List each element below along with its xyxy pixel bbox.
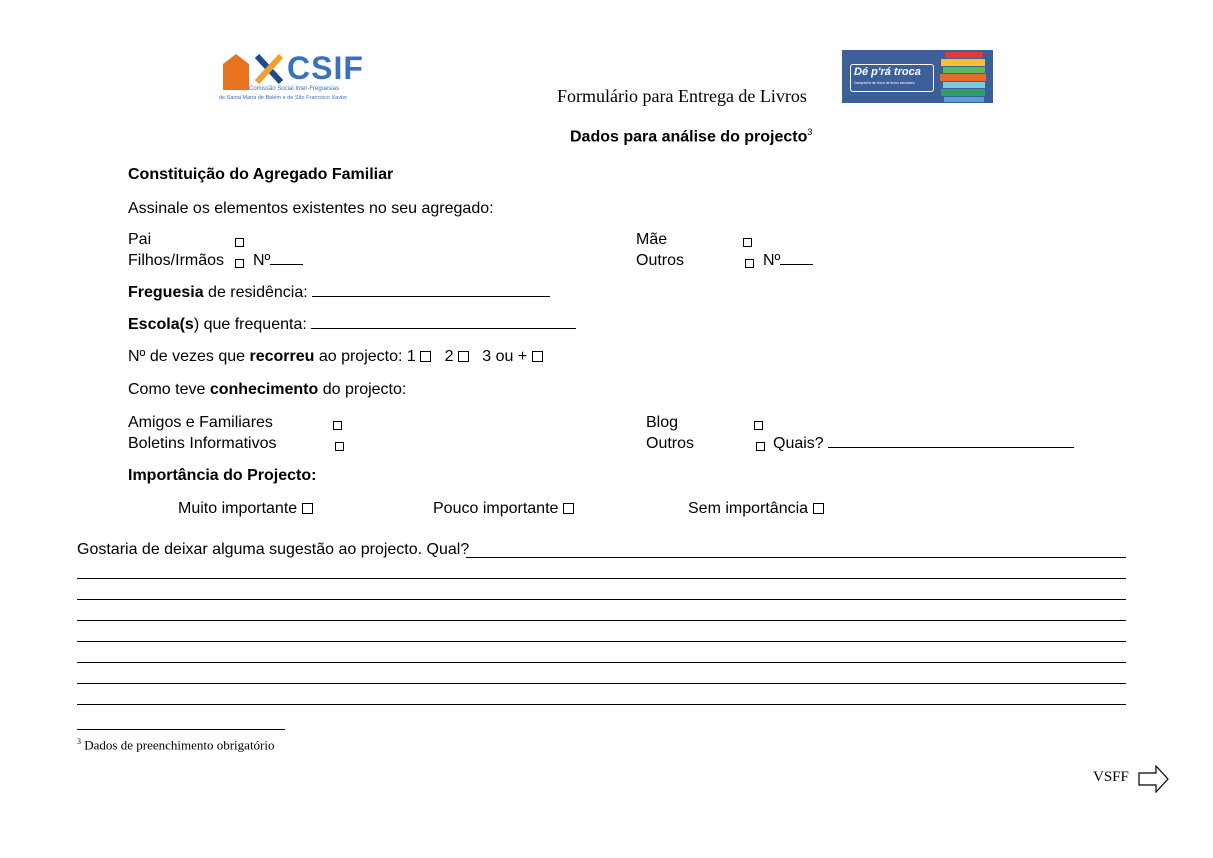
pouco-checkbox[interactable] bbox=[563, 503, 574, 514]
conhecimento-suffix: do projecto: bbox=[318, 381, 407, 398]
conhecimento-row bbox=[128, 381, 406, 399]
outros-numero-field[interactable] bbox=[780, 264, 813, 265]
freguesia-label-rest: de residência: bbox=[203, 284, 313, 301]
recorreu-opt2-checkbox[interactable] bbox=[458, 351, 469, 362]
escola-row bbox=[128, 316, 576, 334]
muito-checkbox[interactable] bbox=[302, 503, 313, 514]
footnote-number: 3 bbox=[77, 737, 81, 746]
pouco-label: Pouco importante bbox=[433, 500, 559, 517]
escola-field[interactable] bbox=[311, 328, 576, 329]
depratroca-logo-subtitle: Campanha de troca de livros escolares bbox=[854, 81, 915, 85]
blog-checkbox[interactable] bbox=[754, 421, 763, 430]
importancia-heading: Importância do Projecto: bbox=[128, 467, 317, 484]
footnote-ref: 3 bbox=[807, 127, 813, 137]
amigos-checkbox[interactable] bbox=[333, 421, 342, 430]
freguesia-row bbox=[128, 284, 550, 302]
importancia-pouco bbox=[433, 500, 574, 518]
sugestao-line[interactable] bbox=[77, 683, 1126, 684]
recorreu-row bbox=[128, 348, 543, 366]
page-title: Formulário para Entrega de Livros bbox=[557, 86, 807, 106]
recorreu-opt1-label: 1 bbox=[406, 348, 416, 365]
sugestao-question: Gostaria de deixar alguma sugestão ao projecto. Qual? bbox=[77, 541, 470, 558]
amigos-label: Amigos e Familiares bbox=[128, 414, 273, 431]
conhecimento-bold: conhecimento bbox=[209, 381, 319, 398]
filhos-numero-label: Nº bbox=[253, 252, 271, 269]
recorreu-bold: recorreu bbox=[249, 348, 315, 365]
csif-logo bbox=[219, 50, 364, 106]
sugestao-line[interactable] bbox=[77, 662, 1126, 663]
vsff-label: VSFF bbox=[1093, 769, 1129, 785]
pai-checkbox[interactable] bbox=[235, 238, 244, 247]
quais-row bbox=[773, 435, 1074, 453]
depratroca-logo bbox=[842, 50, 993, 103]
footnote-text: Dados de preenchimento obrigatório bbox=[84, 737, 275, 753]
agregado-heading: Constituição do Agregado Familiar bbox=[128, 166, 394, 183]
recorreu-opt1-checkbox[interactable] bbox=[420, 351, 431, 362]
footnote bbox=[77, 737, 275, 753]
footnote-divider bbox=[77, 729, 285, 730]
boletins-checkbox[interactable] bbox=[335, 442, 344, 451]
quais-label: Quais? bbox=[773, 435, 824, 452]
agregado-instruction: Assinale os elementos existentes no seu agregado: bbox=[128, 200, 494, 217]
recorreu-opt3-checkbox[interactable] bbox=[532, 351, 543, 362]
recorreu-opt2-label: 2 bbox=[444, 348, 454, 365]
right-arrow-icon bbox=[1138, 765, 1170, 793]
books-icon bbox=[937, 50, 993, 103]
importancia-muito bbox=[178, 500, 313, 518]
filhos-label: Filhos/Irmãos bbox=[128, 252, 225, 269]
outros-conhecimento-checkbox[interactable] bbox=[756, 442, 765, 451]
escola-label-close: ) bbox=[193, 316, 200, 333]
filhos-numero bbox=[253, 252, 303, 270]
sugestao-line[interactable] bbox=[77, 578, 1126, 579]
quais-field[interactable] bbox=[828, 447, 1074, 448]
escola-label: Escola(s bbox=[128, 316, 194, 333]
recorreu-opt3-label: 3 ou + bbox=[482, 348, 528, 365]
csif-logo-subtitle-2: de Santa Maria de Belém e de São Francisco Xavier bbox=[219, 95, 348, 101]
mae-checkbox[interactable] bbox=[743, 238, 752, 247]
filhos-numero-field[interactable] bbox=[270, 264, 303, 265]
importancia-sem bbox=[688, 500, 824, 518]
csif-logo-text: CSIF bbox=[287, 50, 364, 86]
outros-numero-label: Nº bbox=[763, 252, 781, 269]
freguesia-field[interactable] bbox=[312, 296, 550, 297]
sugestao-line[interactable] bbox=[77, 599, 1126, 600]
outros-numero bbox=[763, 252, 813, 270]
filhos-checkbox[interactable] bbox=[235, 259, 244, 268]
sugestao-first-line[interactable] bbox=[466, 557, 1126, 558]
sem-label: Sem importância bbox=[688, 500, 809, 517]
section-title bbox=[570, 127, 812, 146]
sem-checkbox[interactable] bbox=[813, 503, 824, 514]
freguesia-label: Freguesia bbox=[128, 284, 204, 301]
boletins-label: Boletins Informativos bbox=[128, 435, 277, 452]
recorreu-suffix: ao projecto: bbox=[314, 348, 407, 365]
escola-label-rest: que frequenta: bbox=[199, 316, 312, 333]
mae-label: Mãe bbox=[636, 231, 668, 248]
sugestao-line[interactable] bbox=[77, 641, 1126, 642]
muito-label: Muito importante bbox=[178, 500, 298, 517]
outros-conhecimento-label: Outros bbox=[646, 435, 695, 452]
sugestao-line[interactable] bbox=[77, 704, 1126, 705]
csif-logo-subtitle: Comissão Social Inter-Freguesias bbox=[249, 86, 340, 92]
outros-checkbox[interactable] bbox=[745, 259, 754, 268]
outros-label: Outros bbox=[636, 252, 685, 269]
pai-label: Pai bbox=[128, 231, 152, 248]
section-title-text: Dados para análise do projecto bbox=[570, 128, 808, 146]
conhecimento-prefix: Como teve bbox=[128, 381, 210, 398]
depratroca-logo-text: Dé p'rá troca bbox=[854, 66, 921, 78]
sugestao-line[interactable] bbox=[77, 620, 1126, 621]
blog-label: Blog bbox=[646, 414, 679, 431]
recorreu-prefix: Nº de vezes que bbox=[128, 348, 250, 365]
